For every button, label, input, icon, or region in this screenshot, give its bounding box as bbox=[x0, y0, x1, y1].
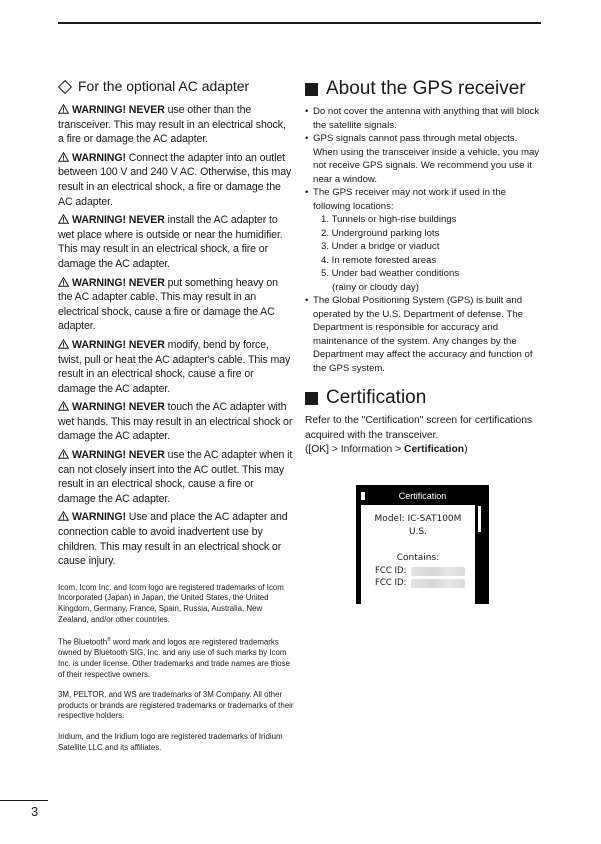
screen-title-bar bbox=[361, 489, 484, 503]
gps-locations-list bbox=[313, 213, 541, 294]
warning-text: install the AC adapter to wet place where is outside or near the humidifier. This may result in an electrical shock, a fire or damage the AC adapter. bbox=[58, 214, 283, 270]
menu-path-suffix: ) bbox=[464, 444, 468, 456]
screen-model: Model: IC-SAT100M bbox=[374, 514, 462, 524]
location-item: 3. Under a bridge or viaduct bbox=[321, 241, 440, 252]
warning-text: touch the AC adapter with wet hands. This may result in an electrical shock or damage the AC adapter. bbox=[58, 401, 293, 443]
screen-fcc-row-1: FCC ID: bbox=[375, 566, 465, 577]
warning-item bbox=[58, 276, 294, 334]
warning-triangle-icon bbox=[58, 277, 69, 287]
gps-bullet: • GPS signals cannot pass through metal objects. When using the transceiver inside a vehicle, you may not receive GPS signals. We recommend you use it near a window. bbox=[305, 133, 540, 185]
trademark-3m: 3M, PELTOR, and WS are trademarks of 3M Company. All other products or brands are registered trademarks or trademarks of their respective holders. bbox=[58, 690, 294, 721]
location-item: 1. Tunnels or high-rise buildings bbox=[321, 214, 457, 225]
warning-item bbox=[58, 213, 294, 271]
warning-item bbox=[58, 510, 294, 568]
gps-bullet: • Do not cover the antenna with anything that will block the satellite signals. bbox=[305, 106, 540, 131]
location-item-continued: (rainy or cloudy day) bbox=[332, 281, 419, 293]
warning-label: WARNING! NEVER bbox=[72, 449, 165, 462]
screen-title: Certification bbox=[398, 491, 447, 501]
registered-mark: ® bbox=[107, 637, 111, 644]
warning-label: WARNING! NEVER bbox=[72, 338, 165, 351]
warning-item bbox=[58, 151, 294, 209]
trademark-iridium: Iridium, and the Iridium logo are registered trademarks of Iridium Satellite LLC and its affiliates. bbox=[58, 731, 283, 752]
redacted-value bbox=[411, 567, 465, 576]
trademark-bluetooth bbox=[58, 635, 294, 680]
warning-text: put something heavy on the AC adapter cable. This may result in an electrical shock, cause a fire or damage the AC adapter. bbox=[58, 276, 278, 333]
right-column bbox=[305, 78, 541, 458]
trademark-notices bbox=[58, 583, 294, 753]
gps-bullets bbox=[305, 105, 541, 375]
gps-bullet: • The GPS receiver may not work if used in the following locations: 1. Tunnels or high-rise buildings 2. Underground parking lots 3. Under a bridge or viaduct 4. In remote forested areas 5. Under bad weather conditions (rainy or cloudy day) bbox=[305, 186, 541, 294]
gps-heading bbox=[305, 78, 541, 100]
gps-heading-text: About the GPS receiver bbox=[326, 78, 526, 99]
warning-label: WARNING! NEVER bbox=[72, 401, 165, 414]
menu-path-prefix: ([OK] > Information > bbox=[305, 444, 405, 456]
warnings-list bbox=[58, 103, 294, 569]
menu-path-bold: Certification bbox=[404, 444, 465, 456]
screen-contains: Contains: bbox=[396, 553, 440, 563]
warning-item bbox=[58, 448, 294, 506]
warning-label: WARNING! NEVER bbox=[72, 214, 165, 227]
left-column bbox=[58, 78, 294, 753]
warning-item bbox=[58, 103, 294, 147]
warning-text: Connect the adapter into an outlet between 100 V and 240 V AC. Otherwise, this may result in an electrical shock, a fire or damage the AC adapter. bbox=[58, 151, 292, 208]
warning-triangle-icon bbox=[58, 214, 69, 224]
certification-body: Refer to the "Certification" screen for certifications acquired with the transceiver. ([OK] > Information > Certification) bbox=[305, 415, 533, 456]
ac-adapter-heading-text: For the optional AC adapter bbox=[78, 78, 250, 94]
warning-triangle-icon bbox=[58, 511, 69, 521]
warning-label: WARNING! bbox=[72, 511, 126, 524]
warning-text: use other than the transceiver. This may result in an electrical shock, a fire or damage the AC adapter. bbox=[58, 104, 286, 146]
warning-text: Use and place the AC adapter and connection cable to avoid inadvertent use by children. This may result in an electrical shock or cause injury. bbox=[58, 511, 288, 568]
warning-triangle-icon bbox=[58, 339, 69, 349]
warning-label: WARNING! NEVER bbox=[72, 104, 165, 116]
gps-bullet: • The Global Positioning System (GPS) is built and operated by the U.S. Department of defense. The Department is responsible for accuracy and maintenance of the system. Any changes by the Department may affect the accuracy and function of the GPS system. bbox=[305, 295, 533, 374]
warning-triangle-icon bbox=[58, 152, 69, 162]
diamond-icon bbox=[58, 79, 72, 93]
screen-indicator-icon bbox=[361, 492, 365, 500]
location-item: 2. Underground parking lots bbox=[321, 227, 440, 239]
warning-text: modify, bend by force, twist, pull or heat the AC adapter's cable. This may result in an electrical shock, cause a fire or damage the AC adapter. bbox=[58, 338, 291, 395]
screen-scrollbar-thumb bbox=[478, 506, 481, 532]
bluetooth-name: The Bluetooth bbox=[58, 637, 108, 647]
redacted-value bbox=[411, 579, 465, 588]
bluetooth-text: word mark and logos are registered trademarks owned by Bluetooth SIG, Inc. and any use of such marks by Icom Inc. is under license. Other trademarks and trade names are those of their respective owners. bbox=[58, 637, 291, 679]
location-item: 5. Under bad weather conditions (rainy or cloudy day) bbox=[313, 267, 541, 294]
warning-triangle-icon bbox=[58, 401, 69, 411]
screen-content bbox=[361, 505, 475, 604]
trademark-icom: Icom, Icom Inc. and Icom logo are registered trademarks of Icom Incorporated (Japan) in Japan, the United States, the United Kingdom, Germany, France, Spain, Russia, Australia, New Zealand, and/or other countries. bbox=[58, 582, 284, 624]
page-number-rule bbox=[0, 800, 48, 801]
page-number: 3 bbox=[31, 804, 39, 819]
warning-item bbox=[58, 400, 294, 444]
warning-text: use the AC adapter when it can not closely insert into the AC outlet. This may result in an electrical shock, cause a fire or damage the AC adapter. bbox=[58, 449, 293, 505]
screen-region: U.S. bbox=[408, 527, 428, 537]
warning-triangle-icon bbox=[58, 449, 69, 459]
ac-adapter-heading bbox=[58, 78, 294, 95]
certification-heading bbox=[305, 387, 541, 409]
warning-label: WARNING! bbox=[72, 151, 126, 164]
square-bullet-icon bbox=[305, 83, 318, 96]
warning-label: WARNING! NEVER bbox=[72, 276, 165, 289]
location-item: 4. In remote forested areas bbox=[321, 254, 437, 266]
warning-triangle-icon bbox=[58, 104, 69, 114]
top-rule bbox=[58, 22, 541, 24]
warning-item bbox=[58, 338, 294, 396]
certification-heading-text: Certification bbox=[326, 387, 427, 408]
square-bullet-icon bbox=[305, 392, 318, 405]
screen-fcc-row-2: FCC ID: bbox=[375, 578, 465, 589]
